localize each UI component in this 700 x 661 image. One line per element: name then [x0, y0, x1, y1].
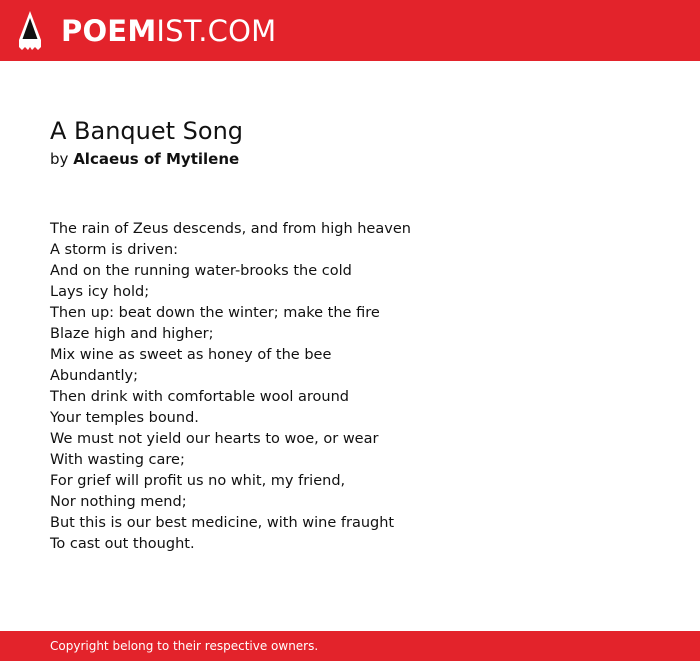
poem-line: Abundantly; — [50, 368, 138, 384]
by-label: by — [50, 150, 69, 168]
poem-line: But this is our best medicine, with wine fraught — [50, 515, 395, 531]
site-footer — [0, 631, 700, 661]
poem-line: Then drink with comfortable wool around — [50, 389, 349, 405]
poem-title: A Banquet Song — [50, 117, 244, 145]
poem-line: Blaze high and higher; — [50, 326, 214, 342]
poem-line: Mix wine as sweet as honey of the bee — [50, 347, 332, 363]
pencil-icon — [16, 10, 44, 52]
poem-line: And on the running water-brooks the cold — [50, 263, 352, 279]
poem-line: Your temples bound. — [50, 410, 199, 426]
site-logo-text — [61, 13, 277, 48]
author-name: Alcaeus of Mytilene — [73, 150, 240, 168]
copyright-text: Copyright belong to their respective owners. — [50, 639, 319, 653]
poem-line: We must not yield our hearts to woe, or wear — [50, 431, 379, 447]
poem-line: The rain of Zeus descends, and from high heaven — [50, 221, 411, 237]
logo-text-light: IST.COM — [156, 13, 277, 48]
poem-line: Then up: beat down the winter; make the fire — [50, 305, 380, 321]
byline — [50, 149, 239, 169]
site-logo-link[interactable] — [16, 9, 276, 53]
site-header — [0, 0, 700, 61]
poem-body — [50, 219, 411, 555]
poem-line: A storm is driven: — [50, 242, 179, 258]
poem-line: With wasting care; — [50, 452, 185, 468]
poem-line: Nor nothing mend; — [50, 494, 187, 510]
poem-line: Lays icy hold; — [50, 284, 150, 300]
poem-line: To cast out thought. — [50, 536, 195, 552]
poem-line: For grief will profit us no whit, my friend, — [50, 473, 346, 489]
logo-text-bold: POEM — [61, 13, 157, 48]
